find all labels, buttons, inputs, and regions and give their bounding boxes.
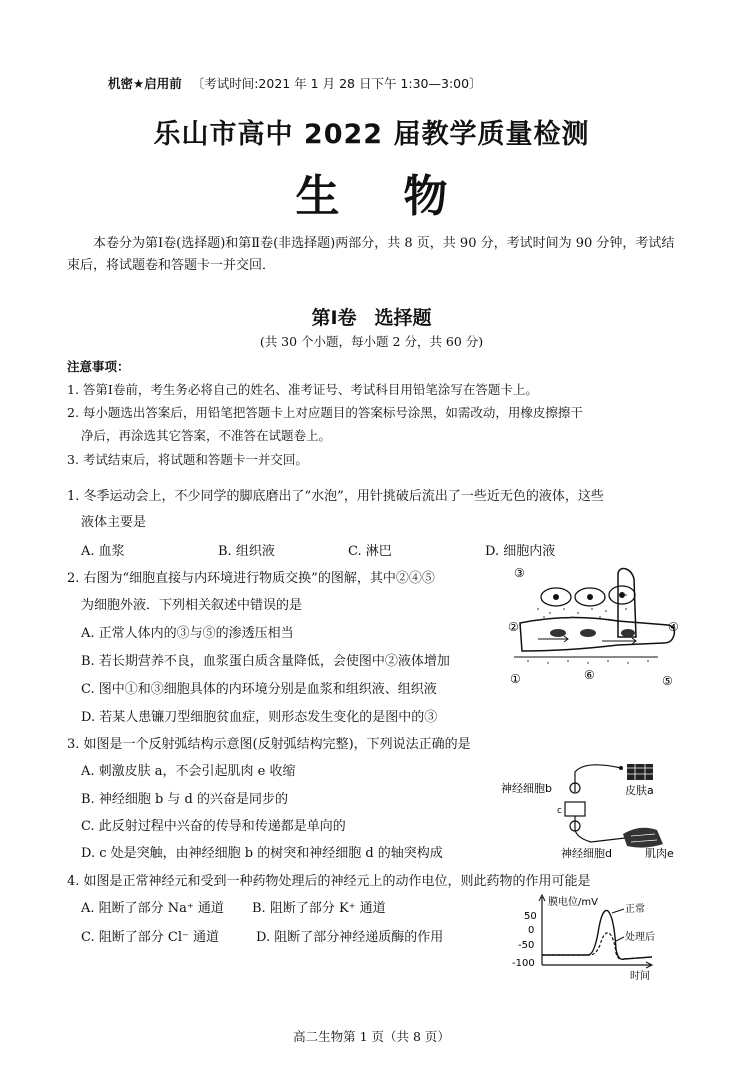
fig-label: ⑤ (662, 674, 673, 688)
q3-option: C. 此反射过程中兴奋的传导和传递都是单向的 (81, 819, 346, 834)
q1-stem: 液体主要是 (81, 515, 147, 530)
secret-label: 机密★启用前 (108, 76, 182, 91)
section-title-a: 第Ⅰ卷 (311, 307, 357, 329)
q2-option: B. 若长期营养不良，血浆蛋白质含量降低，会使图中②液体增加 (81, 654, 450, 669)
q4-option: B. 阻断了部分 K⁺ 通道 (252, 901, 386, 916)
q1-option: D. 细胞内液 (485, 544, 556, 559)
q1-option: A. 血浆 (81, 544, 125, 559)
exam-intro: 本卷分为第Ⅰ卷(选择题)和第Ⅱ卷(非选择题)两部分，共 8 页，共 90 分，考试时间为 90 分钟，考试结束后，将试题卷和答题卡一并交回． (67, 236, 675, 273)
fig-label-neuron-b: 神经细胞b (501, 782, 552, 795)
q4-tick: -100 (512, 958, 535, 969)
q4-tick: 50 (524, 911, 537, 922)
exam-header (108, 74, 482, 92)
q3-figure (495, 758, 690, 863)
fig-label-neuron-d: 神经细胞d (561, 847, 612, 860)
q2-option: D. 若某人患镰刀型细胞贫血症，则形态发生变化的是图中的③ (81, 710, 438, 725)
notice-heading: 注意事项： (67, 359, 130, 374)
q4-xlabel: 时间 (630, 971, 650, 982)
q2-figure (508, 565, 683, 690)
fig-label: ⑥ (584, 668, 595, 682)
section-title (0, 303, 743, 330)
q4-option: C. 阻断了部分 Cl⁻ 通道 (81, 930, 219, 945)
exam-time: 〔考试时间:2021 年 1 月 28 日下午 1:30—3:00〕 (191, 76, 482, 91)
q4-legend-normal: 正常 (625, 904, 645, 915)
subject-title: 生物 (295, 171, 512, 222)
fig-label: ④ (668, 620, 679, 634)
q4-figure (512, 893, 682, 985)
q4-option: A. 阻断了部分 Na⁺ 通道 (81, 901, 224, 916)
fig-label-muscle-e: 肌肉e (645, 847, 674, 860)
fig-label: ③ (514, 566, 525, 580)
q4-tick: 0 (528, 925, 535, 936)
q2-stem: 2. 右图为“细胞直接与内环境进行物质交换”的图解，其中②④⑤ (67, 571, 435, 586)
q4-option: D. 阻断了部分神经递质酶的作用 (256, 930, 444, 945)
q4-ylabel: 膜电位/mV (548, 897, 598, 908)
fig-label: ① (510, 672, 521, 686)
fig-label-skin-a: 皮肤a (625, 784, 654, 797)
q3-option: D. c 处是突触，由神经细胞 b 的树突和神经细胞 d 的轴突构成 (81, 846, 443, 861)
q1-stem: 1. 冬季运动会上，不少同学的脚底磨出了“水泡”，用针挑破后流出了一些近无色的液体，这些 (67, 489, 604, 504)
fig-label: ② (508, 620, 519, 634)
section-title-b: 选择题 (374, 307, 432, 329)
notice-item: 3. 考试结束后，将试题和答题卡一并交回。 (67, 452, 308, 467)
notice-item: 2. 每小题选出答案后，用铅笔把答题卡上对应题目的答案标号涂黑，如需改动，用橡皮擦擦干 (67, 405, 583, 420)
q1-option: C. 淋巴 (348, 544, 392, 559)
q2-option: A. 正常人体内的③与⑤的渗透压相当 (81, 626, 294, 641)
page-footer: 高二生物第 1 页（共 8 页） (293, 1029, 450, 1044)
exam-title: 乐山市高中 2022 届教学质量检测 (153, 119, 590, 150)
notice-item: 净后，再涂选其它答案，不准答在试题卷上。 (81, 428, 332, 443)
q3-option: A. 刺激皮肤 a，不会引起肌肉 e 收缩 (81, 764, 296, 779)
q2-stem: 为细胞外液．下列相关叙述中错误的是 (81, 598, 303, 613)
q4-stem: 4. 如图是正常神经元和受到一种药物处理后的神经元上的动作电位，则此药物的作用可能是 (67, 874, 591, 889)
q4-tick: -50 (518, 940, 535, 951)
q1-option: B. 组织液 (218, 544, 275, 559)
notice-item: 1. 答第Ⅰ卷前，考生务必将自己的姓名、准考证号、考试科目用铅笔涂写在答题卡上。 (67, 382, 538, 397)
q2-option: C. 图中①和③细胞具体的内环境分别是血浆和组织液、组织液 (81, 682, 437, 697)
q3-option: B. 神经细胞 b 与 d 的兴奋是同步的 (81, 792, 288, 807)
fig-label-c: c (557, 806, 562, 816)
section-subtitle: (共 30 个小题，每小题 2 分，共 60 分) (259, 334, 484, 349)
q4-legend-treated: 处理后 (625, 932, 655, 943)
q3-stem: 3. 如图是一个反射弧结构示意图(反射弧结构完整)，下列说法正确的是 (67, 737, 471, 752)
